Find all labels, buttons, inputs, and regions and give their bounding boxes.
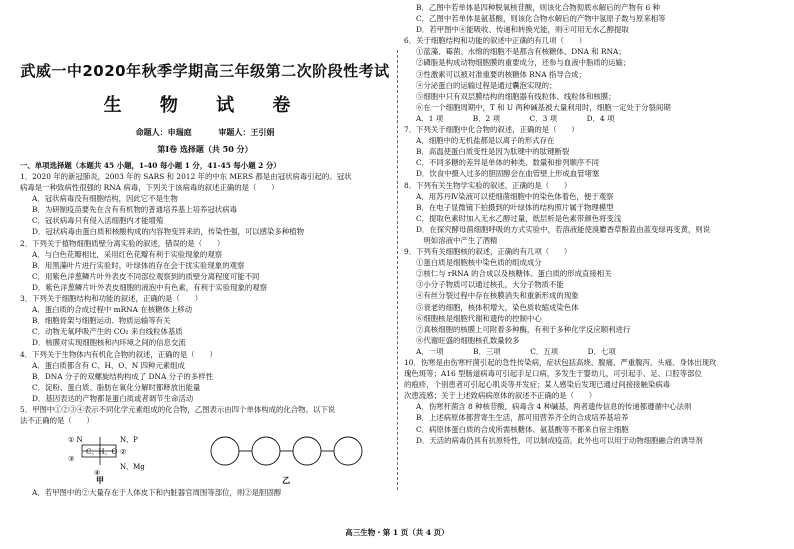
section-heading: 一、单项选择题（本题共 45 小题，1-40 每小题 1 分，41-45 每小题 2 分） bbox=[20, 161, 281, 170]
figure-nmg-label: N、Mg bbox=[120, 463, 145, 472]
option-line: C．病原体蛋白质的合成所需核糖体、氨基酸等不都来自宿主细胞 bbox=[416, 424, 629, 434]
option-line: ④有丝分裂过程中存在核膜消失和重新形成的现象 bbox=[416, 291, 579, 301]
question-stem: 10．伤寒是由伤寒杆菌引起的急性传染病，症状包括高烧、腹痛、严重腹泻、头痛、身体出现玫 bbox=[404, 358, 717, 367]
monomer-circle bbox=[293, 437, 321, 465]
question-block bbox=[404, 35, 776, 124]
option-line: D．冠状病毒由蛋白质和核酸构成的内容物变异来的，传染性强，可以感染多种植物 bbox=[32, 227, 304, 237]
option-line: C．动物无氧呼吸产生的 CO₂ 来自线粒体基质 bbox=[32, 327, 183, 337]
author-line bbox=[20, 127, 390, 138]
question-stem: 4．下列关于生物体内有机化合物的叙述，正确的是（ ） bbox=[20, 349, 217, 359]
figure-yi-label: 乙 bbox=[282, 475, 290, 486]
left-column bbox=[20, 0, 390, 549]
exam-subject: 生 物 试 卷 bbox=[103, 95, 307, 116]
option-line: A．若甲图中的②大量存在于人体皮下和内脏器官周围等部位，则②是胆固醇 bbox=[32, 488, 282, 498]
question-stem: 瑰色斑等；A16 型肠道病毒可引起手足口病，多发生于婴幼儿，可引起手、足、口腔等部位 bbox=[404, 369, 702, 379]
figure-center-text: C、H、O bbox=[86, 448, 118, 457]
option-line: A．1 项 B．2 项 C．3 项 D．4 项 bbox=[416, 113, 615, 123]
option-line: D．天活的病毒仍具有抗原特性，可以制成疫苗，此外也可以用于动物细胞融合的诱导剂 bbox=[416, 435, 703, 445]
option-line: ⑤衰老的细胞，核体积增大，染色质收缩成染色体 bbox=[416, 302, 579, 312]
figure-2-label: ② bbox=[120, 448, 127, 457]
option-line: B．细胞骨架与细胞运动、物质运输等有关 bbox=[32, 316, 171, 326]
figure-jia-label: 甲 bbox=[96, 475, 104, 486]
option-line: A．细胞中的无机盐都是以离子的形式存在 bbox=[416, 136, 555, 146]
column-divider bbox=[397, 50, 398, 490]
figure-svg bbox=[20, 429, 390, 485]
question-stem: 9．下列有关细胞核的叙述，正确的有几项（ ） bbox=[404, 247, 572, 257]
option-line: ⑤细胞中只有双层膜结构的细胞器有线粒体、线粒体和核膜； bbox=[416, 91, 616, 101]
monomer-circle bbox=[334, 437, 362, 465]
option-line: B．为研制疫苗要先在含有有机物的普通培养基上培养冠状病毒 bbox=[32, 205, 237, 215]
figure-n-label: ① N bbox=[68, 436, 83, 445]
question-block bbox=[20, 293, 390, 348]
question-stem: 的疱疹，个别患者可引起心肌炎等并发症；某人感染后发现已通过间接接触染病毒 bbox=[404, 380, 671, 390]
exam-title: 武威一中2020年秋季学期高三年级第二次阶段性考试 bbox=[20, 62, 390, 80]
option-line: B．高温使蛋白质变性是因为肽键中的肽键断裂 bbox=[416, 147, 570, 157]
option-line: B．在电子显微镜下拍摄到的叶绿体的结构照片属于物理模型 bbox=[416, 202, 614, 212]
left-question-list bbox=[20, 171, 390, 426]
question-stem: 2．下列关于植物细胞质壁分离实验的叙述，错误的是（ ） bbox=[20, 238, 225, 248]
question-block bbox=[20, 238, 390, 293]
option-line: A．与白色花瓣相比，采用红色花瓣有利于实验现象的观察 bbox=[32, 249, 223, 259]
option-line: ②磷脂是构成动物细胞膜的重要成分，还参与血液中脂质的运输； bbox=[416, 58, 631, 68]
option-line: A．伤寒杆菌含 8 种核苷酸，病毒含 4 种碱基，两者遗传信息的传递都遵循中心法则 bbox=[416, 402, 692, 412]
question-block bbox=[20, 404, 390, 426]
question-block bbox=[404, 124, 776, 179]
option-line: C．淀粉、蛋白质、脂肪在氧化分解时都释放出能量 bbox=[32, 382, 201, 392]
option-line: C．冠状病毒只有侵入活细胞内才能增殖 bbox=[32, 216, 164, 226]
question-stem: 法不正确的是（ ） bbox=[20, 416, 94, 426]
option-line: A．蛋白质都含有 C、H、O、N 四种元素组成 bbox=[32, 360, 185, 370]
option-line: 明如溶液中产生了酒精 bbox=[416, 235, 498, 245]
option-line: ⑧代谢旺盛的细胞核孔数量较多 bbox=[416, 335, 520, 345]
option-line: A．一项 B．三项 C．五项 D．七项 bbox=[416, 346, 616, 356]
option-line: D．基因表达的产物都是蛋白质或者调节生命活动 bbox=[32, 393, 194, 403]
question-figure bbox=[20, 429, 390, 485]
option-line: ③性激素可以被对准重要的核糖体 RNA 指导合成； bbox=[416, 69, 586, 79]
option-line: B．乙图中若单体是四种脱氧核苷酸，则该化合物彻底水解后的产物有 6 种 bbox=[416, 3, 660, 12]
option-line: ②核仁与 rRNA 的合成以及核糖体、蛋白质的形成直接相关 bbox=[416, 269, 612, 279]
option-line: D．饮食中摄入过多的胆固醇会在血管壁上形成血管堵塞 bbox=[416, 169, 600, 179]
part-heading: 第Ⅰ卷 选择题（共 50 分） bbox=[157, 144, 253, 154]
monomer-circle bbox=[211, 437, 239, 465]
monomer-circle bbox=[252, 437, 280, 465]
question-block bbox=[404, 357, 776, 446]
option-line: C．用紫色洋葱鳞片叶外表皮不同部位观察到的质壁分离程度可能不同 bbox=[32, 271, 260, 281]
option-line: D．在探究酵母菌细胞呼吸的方式实验中，若溶液能使溴麝香草酚蓝由蓝变绿再变黄，则说 bbox=[416, 224, 711, 234]
option-line: D．紫色洋葱鳞片叶外表皮细胞的液泡中有色素，有利于实验现象的观察 bbox=[32, 282, 268, 292]
figure-3-label: ③ bbox=[68, 455, 75, 464]
option-line: A．用苏丹Ⅳ染液可以使细菌细胞中的染色体着色，便于观察 bbox=[416, 191, 614, 201]
option-line: A．蛋白质的合成过程中 mRNA 在核糖体上移动 bbox=[32, 305, 193, 315]
question-stem: 病毒是一种致病性很强的 RNA 病毒，下列关于该病毒的叙述正确的是（ ） bbox=[20, 183, 279, 193]
option-line: ④分泌蛋白的运输过程是通过囊泡实现的； bbox=[416, 80, 557, 90]
option-line: B．用黑藻叶片进行实验时，叶绿体的存在会干扰实验现象的观察 bbox=[32, 260, 245, 270]
question-stem: 7．下列关于细胞中化合物的叙述，正确的是（ ） bbox=[404, 125, 579, 135]
option-line: D．核膜对实现细胞核和内环境之间的信息交流 bbox=[32, 338, 186, 348]
option-line: C．提取色素时加入无水乙醇过量，纸层析是色素带颜色将变浅 bbox=[416, 213, 622, 223]
option-line: D．若甲图中④能吸收、传递和转换光能，则④可用无水乙醇提取 bbox=[416, 25, 629, 35]
question-stem: 5．甲图中①②③④表示不同化学元素组成的化合物，乙图表示由四个单体构成的化合物。以下说 bbox=[20, 404, 336, 414]
page-footer: 高三生物・第 1 页（共 4 页） bbox=[345, 528, 449, 537]
figure-np-label: N、P bbox=[120, 436, 138, 445]
option-line: A．冠状病毒没有细胞结构，因此它不是生物 bbox=[32, 194, 178, 204]
question-block bbox=[20, 349, 390, 404]
question-stem: 次患流感；关于上述致病病原体的叙述不正确的是（ ） bbox=[404, 391, 597, 401]
option-line: C．不同多糖的差异是单体的种类、数量和排列顺序不同 bbox=[416, 158, 600, 168]
author-label: 命题人：申瑞庭 bbox=[135, 127, 192, 137]
question-block bbox=[404, 246, 776, 357]
option-line: C．乙图中若单体是氨基酸，则该化合物水解后的产物中氢原子数与原来相等 bbox=[416, 14, 666, 24]
right-column bbox=[404, 0, 776, 549]
option-line: ⑥细胞核是细胞代谢和遗传的控制中心 bbox=[416, 313, 542, 323]
question-stem: 3．下列关于细胞结构和功能的叙述，正确的是（ ） bbox=[20, 294, 203, 304]
option-line: B．上述病原体都营寄生生活，都可用营养齐全的合成培养基培养 bbox=[416, 413, 629, 423]
option-line: ③小分子物质可以通过核孔，大分子物质不能 bbox=[416, 280, 564, 290]
question-stem: 1．2020 年的新冠肺炎，2003 年的 SARS 和 2012 年的中东 MERS 都是由冠状病毒引起的。冠状 bbox=[20, 172, 352, 181]
question-stem: 8．下列有关生物学实验的叙述，正确的是（ ） bbox=[404, 180, 572, 190]
option-line: B．DNA 分子的双螺旋结构构成了 DNA 分子的多样性 bbox=[32, 371, 213, 381]
option-line: ⑦真核细胞的核膜上可附着多种酶，有利于多种化学反应顺利进行 bbox=[416, 324, 631, 334]
reviewer-label: 审题人：王引娟 bbox=[218, 127, 275, 137]
question-block bbox=[404, 2, 776, 35]
option-line: ①蛋白质是细胞核中染色质的组成成分 bbox=[416, 258, 542, 268]
figure-4-label: ④ bbox=[94, 469, 101, 478]
question-block bbox=[404, 180, 776, 247]
question-stem: 6．关于细胞结构和功能的叙述中正确的有几项（ ） bbox=[404, 36, 587, 46]
right-question-list bbox=[404, 2, 776, 446]
option-line: ①蓝藻、霉菌、水绵的细胞不是都含有核糖体、DNA 和 RNA； bbox=[416, 47, 626, 57]
question-block bbox=[20, 171, 390, 238]
option-line: ⑥在一个细胞周期中，T 和 U 两种碱基被大量利用时，细胞一定处于分裂间期 bbox=[416, 102, 671, 112]
